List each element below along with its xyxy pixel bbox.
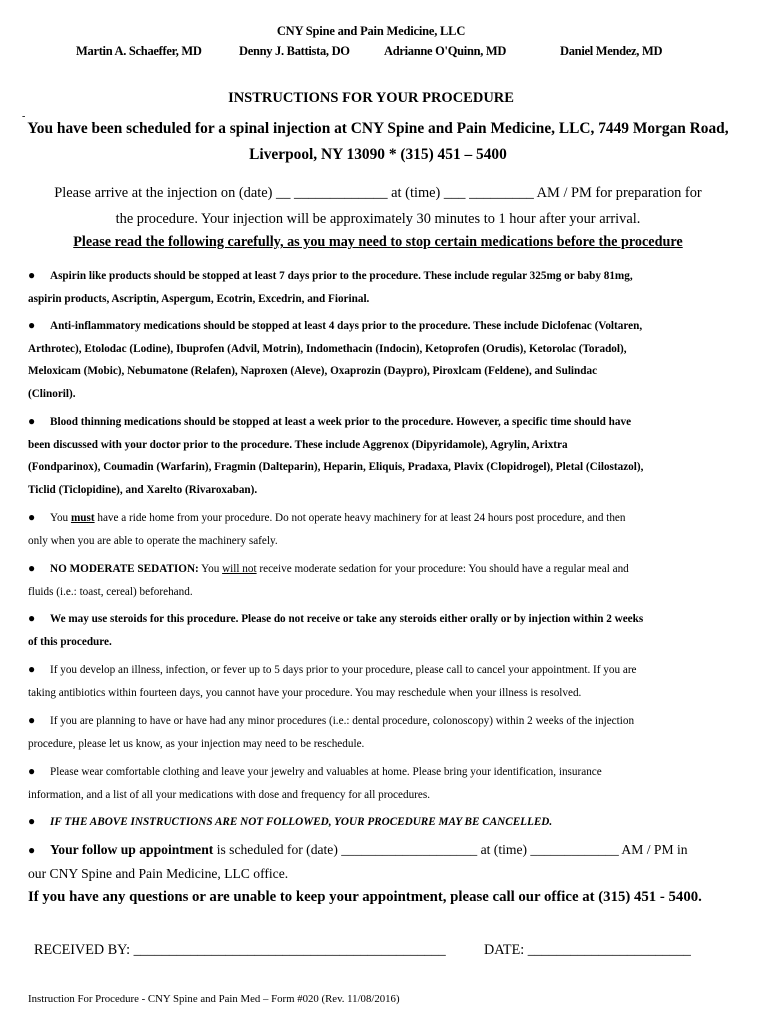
bullet-icon: ● <box>28 561 36 575</box>
minor-procedures-bullet <box>28 709 743 755</box>
blood-thinner-line-3: (Fondparinox), Coumadin (Warfarin), Fragmin (Dalteparin), Heparin, Eliquis, Pradaxa, Plavix (Clopidrogel), Pletal (Cilostazol), <box>28 461 644 473</box>
clothing-line-1: Please wear comfortable clothing and leave your jewelry and valuables at home. Please bring your identification, insurance <box>50 766 602 778</box>
follow-up-line-2: our CNY Spine and Pain Medicine, LLC office. <box>28 866 289 881</box>
physician-schaeffer: Martin A. Schaeffer, MD <box>76 44 202 58</box>
sedation-text-mid: You <box>198 563 223 575</box>
bullet-icon: ● <box>28 843 36 857</box>
ride-text-post: have a ride home from your procedure. Do not operate heavy machinery for at least 24 hours post procedure, and then <box>94 512 626 524</box>
nsaid-line-1: Anti-inflammatory medications should be stopped at least 4 days prior to the procedure. These include Diclofenac (Voltaren, <box>50 320 643 332</box>
ride-text-pre: You <box>50 512 71 524</box>
sedation-text-post: receive moderate sedation for your procedure: You should have a regular meal and <box>256 563 629 575</box>
physician-oquinn: Adrianne O'Quinn, MD <box>384 44 507 58</box>
follow-up-label: Your follow up appointment <box>50 842 214 857</box>
scheduled-line-1: You have been scheduled for a spinal injection at CNY Spine and Pain Medicine, LLC, 7449 Morgan Road, <box>27 120 729 137</box>
margin-tick: - <box>22 111 26 122</box>
minor-procedures-line-1: If you are planning to have or have had any minor procedures (i.e.: dental procedure, colonoscopy) within 2 weeks of the injection <box>50 715 635 727</box>
follow-up-appointment <box>28 838 743 886</box>
received-by-field: RECEIVED BY: ____________________________________________ <box>34 942 446 958</box>
ride-line-2: only when you are able to operate the machinery safely. <box>28 534 278 547</box>
bullet-icon: ● <box>28 814 36 828</box>
aspirin-line-1: Aspirin like products should be stopped at least 7 days prior to the procedure. These include regular 325mg or baby 81mg, <box>50 270 633 282</box>
steroids-line-1: We may use steroids for this procedure. Please do not receive or take any steroids either orally or by injection within 2 weeks <box>50 613 644 625</box>
illness-line-1: If you develop an illness, infection, or fever up to 5 days prior to your procedure, please call to cancel your appointment. If you are <box>50 664 637 676</box>
follow-up-text: is scheduled for (date) ____________________ at (time) _____________ AM / PM in <box>213 842 688 857</box>
sedation-will-not: will not <box>222 563 257 575</box>
bullet-icon: ● <box>28 662 36 676</box>
bullet-icon: ● <box>28 713 36 727</box>
nsaid-line-3: Meloxicam (Mobic), Nebumatone (Relafen), Naproxen (Aleve), Oxaprozin (Daypro), Piroxlcam (Feldene), and Sulindac <box>28 365 598 377</box>
physician-battista: Denny J. Battista, DO <box>239 44 350 58</box>
nsaid-line-4: (Clinoril). <box>28 387 76 400</box>
bullet-icon: ● <box>28 318 36 332</box>
aspirin-bullet <box>28 264 743 310</box>
arrival-line-1: Please arrive at the injection on (date) __ _____________ at (time) ___ _________ AM / PM for preparation for <box>54 185 702 201</box>
physician-mendez: Daniel Mendez, MD <box>560 44 663 58</box>
illness-bullet <box>28 658 743 704</box>
aspirin-line-2: aspirin products, Ascriptin, Aspergum, Ecotrin, Excedrin, and Fiorinal. <box>28 292 370 305</box>
practice-name: CNY Spine and Pain Medicine, LLC <box>276 24 466 38</box>
sedation-line-2: fluids (i.e.: toast, cereal) beforehand. <box>28 585 193 598</box>
bullet-icon: ● <box>28 510 36 524</box>
scheduled-notice <box>22 116 734 168</box>
medications-heading: Please read the following carefully, as you may need to stop certain medications before the procedure <box>73 234 683 250</box>
blood-thinner-line-1: Blood thinning medications should be stopped at least a week prior to the procedure. However, a specific time should have <box>50 416 632 428</box>
questions-contact: If you have any questions or are unable to keep your appointment, please call our office at (315) 451 - 5400. <box>28 889 702 905</box>
nsaid-bullet <box>28 314 743 405</box>
bullet-icon: ● <box>28 268 36 282</box>
blood-thinner-bullet <box>28 410 743 501</box>
sedation-bullet <box>28 557 743 603</box>
form-footer: Instruction For Procedure - CNY Spine and Pain Med – Form #020 (Rev. 11/08/2016) <box>28 993 400 1005</box>
bullet-icon: ● <box>28 611 36 625</box>
ride-bullet <box>28 506 743 552</box>
bullet-icon: ● <box>28 764 36 778</box>
minor-procedures-line-2: procedure, please let us know, as your injection may need to be reschedule. <box>28 737 365 750</box>
warning-text: IF THE ABOVE INSTRUCTIONS ARE NOT FOLLOWED, YOUR PROCEDURE MAY BE CANCELLED. <box>50 816 553 828</box>
nsaid-line-2: Arthrotec), Etolodac (Lodine), Ibuprofen (Advil, Motrin), Indomethacin (Indocin), Ketoprofen (Orudis), Ketorolac (Toradol), <box>28 342 627 355</box>
cancellation-warning <box>28 810 743 834</box>
clothing-bullet <box>28 760 743 806</box>
sedation-label: NO MODERATE SEDATION: <box>50 563 199 575</box>
page-title: INSTRUCTIONS FOR YOUR PROCEDURE <box>228 90 514 106</box>
bullet-icon: ● <box>28 414 36 428</box>
arrival-instructions <box>22 180 734 232</box>
clothing-line-2: information, and a list of all your medications with dose and frequency for all procedures. <box>28 788 431 801</box>
steroids-line-2: of this procedure. <box>28 635 112 648</box>
illness-line-2: taking antibiotics within fourteen days, you cannot have your procedure. You may reschedule when your illness is resolved. <box>28 686 582 699</box>
steroids-bullet <box>28 607 743 653</box>
date-field: DATE: _______________________ <box>484 942 691 958</box>
ride-must-emphasis: must <box>70 512 95 524</box>
arrival-line-2: the procedure. Your injection will be approximately 30 minutes to 1 hour after your arrival. <box>115 211 641 227</box>
blood-thinner-line-4: Ticlid (Ticlopidine), and Xarelto (Rivaroxaban). <box>28 483 258 496</box>
blood-thinner-line-2: been discussed with your doctor prior to the procedure. These include Aggrenox (Dipyridamole), Agrylin, Arixtra <box>28 438 568 451</box>
scheduled-line-2: Liverpool, NY 13090 * (315) 451 – 5400 <box>249 146 507 163</box>
